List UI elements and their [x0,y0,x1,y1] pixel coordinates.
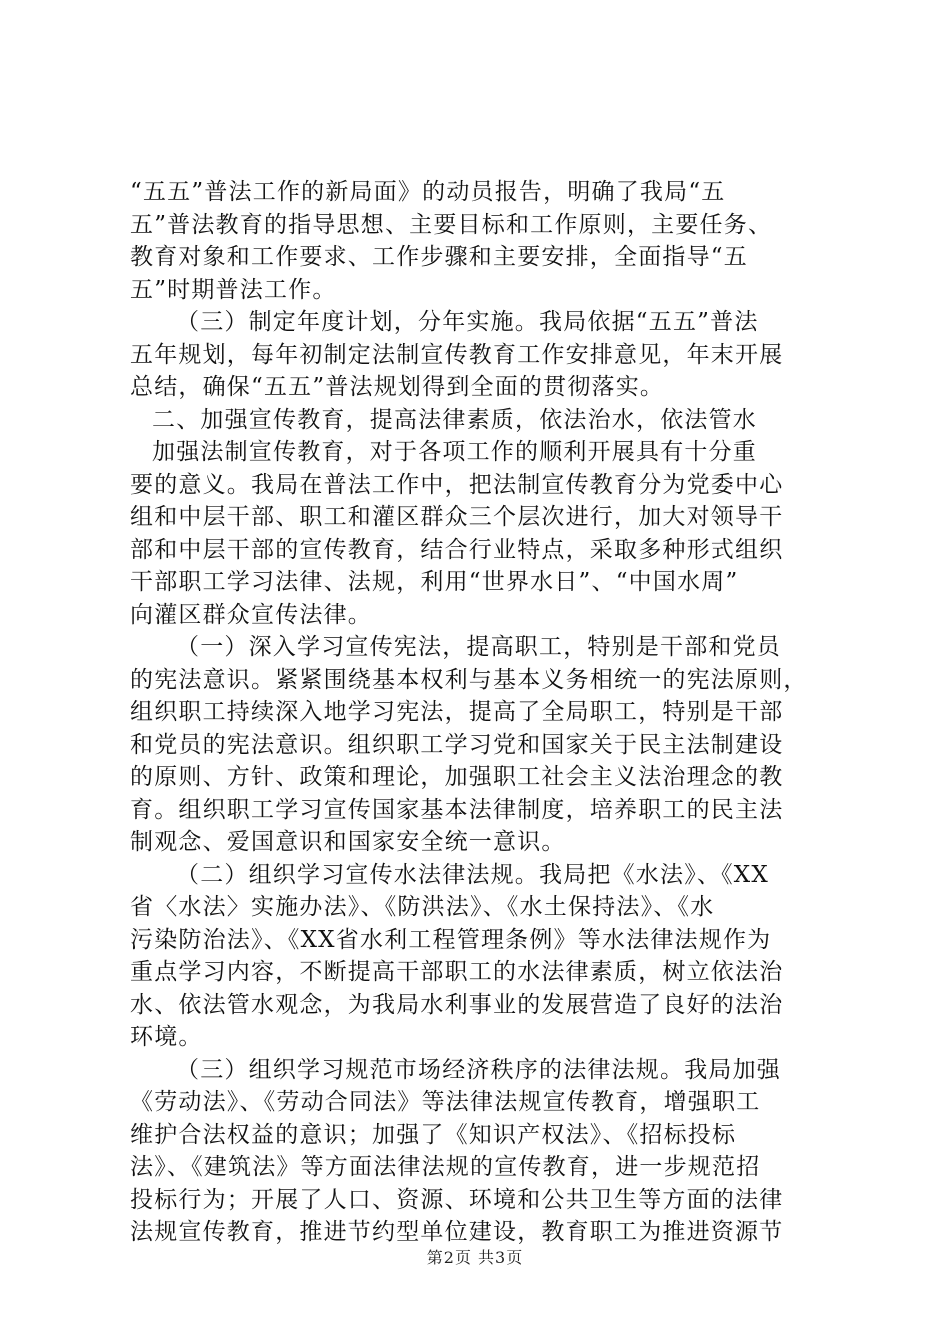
text-line: 育。组织职工学习宣传国家基本法律制度，培养职工的民主法 [130,796,784,823]
text-line: 法规宣传教育，推进节约型单位建设，教育职工为推进资源节 [130,1219,784,1245]
text-line: 和党员的宪法意识。组织职工学习党和国家关于民主法制建设 [130,731,784,758]
section-heading: 二、加强宣传教育，提高法律素质，依法治水，依法管水 [152,406,757,433]
text-line: 环境。 [130,1024,203,1050]
text-line: “五五”普法工作的新局面》的动员报告，明确了我局“五 [130,179,726,205]
paragraph-start-line: （三）制定年度计划，分年实施。我局依据“五五”普法 [176,309,759,335]
text-line: 维护合法权益的意识；加强了《知识产权法》、《招标投标 [130,1121,737,1148]
text-line: 向灌区群众宣传法律。 [130,601,372,628]
text-line: 的宪法意识。紧紧围绕基本权利与基本义务相统一的宪法原则， [130,666,808,693]
text-line: 部和中层干部的宣传教育，结合行业特点，采取多种形式组织 [130,536,784,563]
text-line: 法》、《建筑法》等方面法律法规的宣传教育，进一步规范招 [130,1154,761,1180]
text-line: 《劳动法》、《劳动合同法》等法律法规宣传教育，增强职工 [130,1089,761,1115]
text-line: 污染防治法》、《XX省水利工程管理条例》等水法律法规作为 [130,926,772,953]
document-body [130,176,842,1249]
text-line: 组织职工持续深入地学习宪法，提高了全局职工，特别是干部 [130,699,784,725]
text-line: 五年规划，每年初制定法制宣传教育工作安排意见，年末开展 [130,341,784,368]
text-line: 干部职工学习法律、法规，利用“世界水日”、“中国水周” [130,569,739,595]
text-line: 总结，确保“五五”普法规划得到全面的贯彻落实。 [130,374,665,400]
text-line: 五”时期普法工作。 [130,276,337,303]
paragraph-start-line: （一）深入学习宣传宪法，提高职工，特别是干部和党员 [176,634,781,660]
text-line: 的原则、方针、政策和理论，加强职工社会主义法治理念的教 [130,764,784,790]
paragraph-start-line: （三）组织学习规范市场经济秩序的法律法规。我局加强 [176,1056,781,1083]
text-line: 重点学习内容，不断提高干部职工的水法律素质，树立依法治 [130,959,784,985]
text-line: 教育对象和工作要求、工作步骤和主要安排，全面指导“五 [130,244,748,270]
paragraph-start-line: （二）组织学习宣传水法律法规。我局把《水法》、《XX [176,861,769,888]
text-line: 组和中层干部、职工和灌区群众三个层次进行，加大对领导干 [130,504,784,530]
text-line: 投标行为；开展了人口、资源、环境和公共卫生等方面的法律 [130,1186,784,1213]
page-number-footer: 第2页 共3页 [426,1248,524,1267]
text-line: 五”普法教育的指导思想、主要目标和工作原则，主要任务、 [130,211,773,238]
text-line: 制观念、爱国意识和国家安全统一意识。 [130,829,566,855]
text-line: 省〈水法〉实施办法》、《防洪法》、《水土保持法》、《水 [130,894,715,920]
text-line: 要的意义。我局在普法工作中，把法制宣传教育分为党委中心 [130,471,784,498]
paragraph-start-line: 加强法制宣传教育，对于各项工作的顺利开展具有十分重 [152,439,757,465]
text-line: 水、依法管水观念，为我局水利事业的发展营造了良好的法治 [130,991,784,1018]
